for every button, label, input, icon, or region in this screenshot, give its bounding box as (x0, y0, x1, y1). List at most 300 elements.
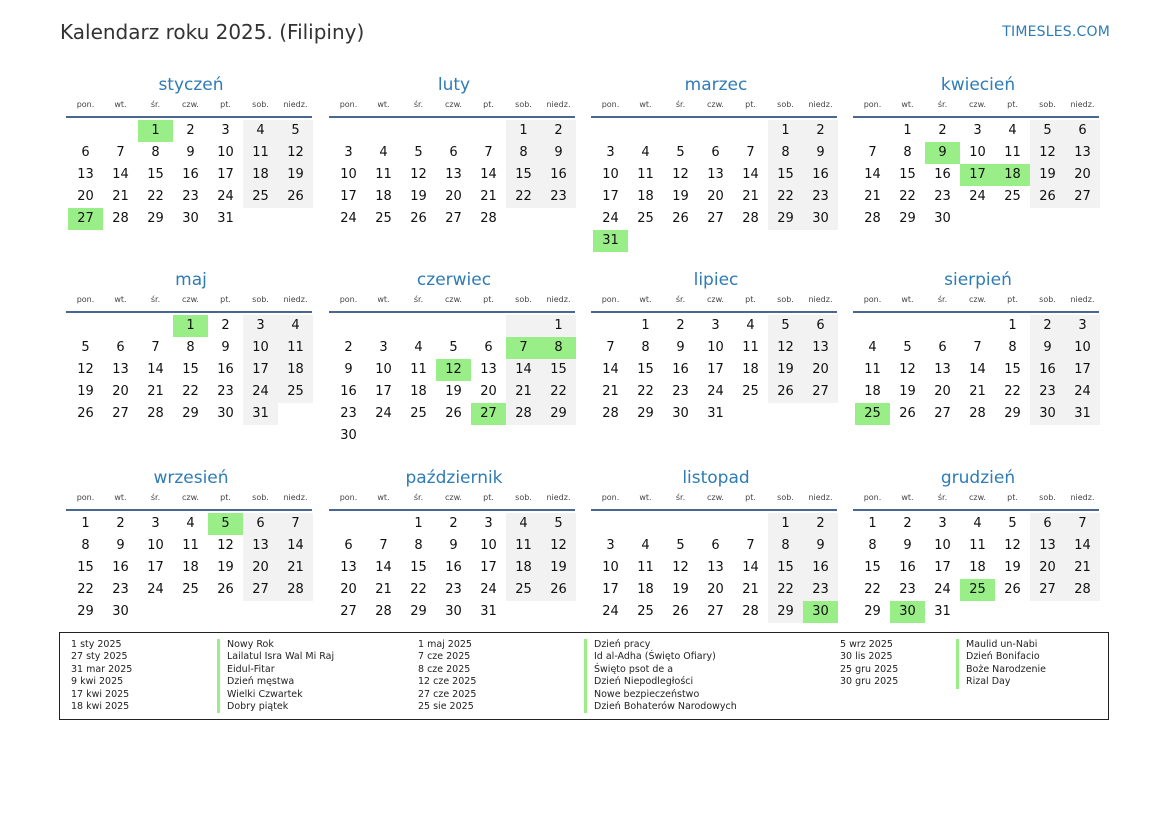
day-cell: 27 (112, 406, 129, 421)
day-cell: 21 (480, 189, 497, 204)
weekday-label: wt. (639, 493, 652, 502)
weekday-header (593, 293, 839, 311)
day-cell: 18 (969, 560, 986, 575)
day-cell: 13 (803, 337, 838, 359)
day-cell: 24 (1065, 381, 1100, 403)
day-cell: 11 (506, 535, 541, 557)
day-grid (593, 513, 839, 623)
day-cell: 18 (506, 557, 541, 579)
day-cell: 30 (340, 428, 357, 443)
legend-date: 1 maj 2025 (418, 639, 472, 650)
weekday-label: śr. (413, 493, 424, 502)
legend-holiday-name: Dzień męstwa (217, 676, 334, 688)
day-cell: 30 (217, 406, 234, 421)
day-cell: 1 (641, 318, 650, 333)
weekday-label: pt. (1007, 100, 1018, 109)
month-name: lipiec (693, 270, 739, 290)
day-cell: 1 (903, 123, 912, 138)
day-cell: 14 (742, 560, 759, 575)
day-cell: 28 (112, 211, 129, 226)
day-cell: 7 (746, 538, 755, 553)
day-cell: 4 (641, 145, 650, 160)
day-cell: 23 (803, 186, 838, 208)
day-cell: 24 (602, 604, 619, 619)
day-cell: 27 (707, 211, 724, 226)
day-cell: 15 (147, 167, 164, 182)
day-grid (68, 513, 314, 623)
weekday-label: pon. (339, 100, 358, 109)
day-cell: 3 (484, 516, 493, 531)
day-cell: 22 (147, 189, 164, 204)
day-cell: 31 (480, 604, 497, 619)
header-rule (329, 509, 575, 511)
day-cell: 23 (340, 406, 357, 421)
header-rule (853, 311, 1099, 313)
day-cell: 24 (602, 211, 619, 226)
day-grid (331, 513, 577, 623)
legend-dates-column (71, 639, 132, 713)
weekday-label: pon. (76, 100, 95, 109)
weekday-label: sob. (515, 295, 532, 304)
day-cell: 26 (410, 211, 427, 226)
day-cell: 17 (217, 167, 234, 182)
empty-cell (401, 120, 436, 142)
legend-holiday-name: Lailatul Isra Wal Mi Raj (217, 651, 334, 663)
month-name: marzec (684, 75, 748, 95)
day-cell: 6 (484, 340, 493, 355)
day-cell: 16 (803, 557, 838, 579)
weekday-label: wt. (901, 100, 914, 109)
holiday-day-cell: 5 (208, 513, 243, 535)
day-cell: 22 (410, 582, 427, 597)
legend-date: 7 cze 2025 (418, 651, 471, 663)
day-grid (855, 513, 1101, 623)
weekday-label: czw. (707, 100, 724, 109)
day-cell: 14 (1065, 535, 1100, 557)
header-rule (853, 116, 1099, 118)
empty-cell (366, 315, 401, 337)
day-cell: 14 (480, 167, 497, 182)
weekday-label: pon. (601, 295, 620, 304)
day-cell: 6 (938, 340, 947, 355)
weekday-label: śr. (413, 295, 424, 304)
day-cell: 10 (217, 145, 234, 160)
day-cell: 6 (81, 145, 90, 160)
day-cell: 4 (414, 340, 423, 355)
weekday-label: niedz. (808, 493, 833, 502)
month-calendar (331, 74, 577, 230)
day-cell: 30 (934, 211, 951, 226)
day-cell: 23 (803, 579, 838, 601)
weekday-label: niedz. (1070, 100, 1095, 109)
day-cell: 12 (768, 337, 803, 359)
day-cell: 20 (77, 189, 94, 204)
day-cell: 17 (934, 560, 951, 575)
legend-holiday-name: Id al-Adha (Święto Ofiary) (584, 651, 737, 663)
day-cell: 2 (186, 123, 195, 138)
day-cell: 20 (480, 384, 497, 399)
day-cell: 23 (541, 186, 576, 208)
day-grid (855, 120, 1101, 230)
day-cell: 29 (182, 406, 199, 421)
weekday-label: śr. (675, 493, 686, 502)
day-cell: 15 (77, 560, 94, 575)
day-cell: 8 (768, 535, 803, 557)
day-cell: 2 (116, 516, 125, 531)
day-cell: 25 (637, 211, 654, 226)
weekday-label: czw. (707, 493, 724, 502)
header-rule (853, 509, 1099, 511)
legend-holiday-name: Rizal Day (956, 676, 1046, 688)
month-calendar (68, 74, 314, 230)
day-cell: 19 (1004, 560, 1021, 575)
holiday-day-cell: 30 (890, 601, 925, 623)
day-cell: 12 (672, 167, 689, 182)
weekday-label: niedz. (283, 100, 308, 109)
legend-date: 18 kwi 2025 (71, 701, 130, 713)
weekday-label: śr. (937, 100, 948, 109)
day-cell: 11 (864, 362, 881, 377)
weekday-label: czw. (969, 100, 986, 109)
day-cell: 11 (410, 362, 427, 377)
day-cell: 11 (1004, 145, 1021, 160)
empty-cell (628, 120, 663, 142)
day-grid (68, 315, 314, 425)
weekday-header (593, 98, 839, 116)
day-cell: 20 (934, 384, 951, 399)
weekday-label: czw. (707, 295, 724, 304)
weekday-label: czw. (182, 100, 199, 109)
weekday-label: pon. (339, 493, 358, 502)
empty-cell (733, 120, 768, 142)
legend-date: 31 mar 2025 (71, 663, 133, 675)
legend-date: 5 wrz 2025 (840, 639, 893, 650)
day-cell: 12 (541, 535, 576, 557)
day-cell: 26 (1030, 186, 1065, 208)
legend-date: 9 kwi 2025 (71, 676, 124, 688)
day-cell: 11 (637, 167, 654, 182)
day-cell: 29 (147, 211, 164, 226)
day-cell: 22 (1004, 384, 1021, 399)
day-cell: 15 (506, 164, 541, 186)
weekday-label: wt. (377, 295, 390, 304)
weekday-label: śr. (937, 295, 948, 304)
weekday-label: czw. (969, 295, 986, 304)
weekday-header (68, 491, 314, 509)
day-cell: 13 (243, 535, 278, 557)
day-cell: 27 (1065, 186, 1100, 208)
month-calendar (68, 467, 314, 623)
day-cell: 6 (803, 315, 838, 337)
day-cell: 14 (506, 359, 541, 381)
empty-cell (506, 315, 541, 337)
holiday-day-cell: 9 (925, 142, 960, 164)
day-cell: 5 (541, 513, 576, 535)
day-cell: 4 (379, 145, 388, 160)
weekday-label: wt. (114, 100, 127, 109)
day-cell: 19 (899, 384, 916, 399)
empty-cell (68, 120, 103, 142)
weekday-header (68, 293, 314, 311)
day-cell: 24 (969, 189, 986, 204)
month-calendar (593, 269, 839, 425)
day-cell: 23 (899, 582, 916, 597)
empty-cell (890, 315, 925, 337)
day-cell: 26 (445, 406, 462, 421)
day-cell: 26 (1004, 582, 1021, 597)
legend-dates-column (418, 639, 476, 713)
weekday-label: pon. (601, 100, 620, 109)
day-cell: 20 (1030, 557, 1065, 579)
weekday-label: niedz. (283, 295, 308, 304)
day-cell: 7 (116, 145, 125, 160)
month-name: październik (405, 468, 503, 488)
day-cell: 9 (1030, 337, 1065, 359)
weekday-label: pt. (220, 295, 231, 304)
day-cell: 2 (676, 318, 685, 333)
empty-cell (401, 315, 436, 337)
day-cell: 13 (112, 362, 129, 377)
day-cell: 29 (864, 604, 881, 619)
day-cell: 25 (1004, 189, 1021, 204)
page-title: Kalendarz roku 2025. (Filipiny) (60, 20, 365, 44)
day-cell: 23 (112, 582, 129, 597)
weekday-label: czw. (182, 295, 199, 304)
day-cell: 1 (81, 516, 90, 531)
day-cell: 27 (707, 604, 724, 619)
day-cell: 21 (864, 189, 881, 204)
day-cell: 2 (449, 516, 458, 531)
holiday-day-cell: 8 (541, 337, 576, 359)
day-cell: 16 (934, 167, 951, 182)
empty-cell (663, 513, 698, 535)
month-calendar (331, 269, 577, 447)
day-cell: 16 (1030, 359, 1065, 381)
day-cell: 22 (506, 186, 541, 208)
day-grid (331, 120, 577, 230)
weekday-header (855, 293, 1101, 311)
header-rule (66, 509, 312, 511)
day-cell: 26 (672, 604, 689, 619)
weekday-label: śr. (675, 100, 686, 109)
month-calendar (593, 467, 839, 623)
header-rule (66, 116, 312, 118)
day-cell: 4 (1008, 123, 1017, 138)
day-cell: 6 (711, 145, 720, 160)
day-cell: 9 (541, 142, 576, 164)
weekday-label: wt. (377, 100, 390, 109)
day-cell: 17 (1065, 359, 1100, 381)
day-cell: 21 (1065, 557, 1100, 579)
day-cell: 4 (243, 120, 278, 142)
day-cell: 28 (1065, 579, 1100, 601)
day-cell: 19 (672, 189, 689, 204)
day-cell: 15 (410, 560, 427, 575)
day-cell: 12 (1004, 538, 1021, 553)
day-cell: 8 (1008, 340, 1017, 355)
legend-holiday-name: Maulid un-Nabi (956, 639, 1046, 651)
day-cell: 17 (147, 560, 164, 575)
day-cell: 10 (934, 538, 951, 553)
day-cell: 6 (243, 513, 278, 535)
empty-cell (925, 315, 960, 337)
day-cell: 30 (672, 406, 689, 421)
day-cell: 14 (742, 167, 759, 182)
day-cell: 12 (410, 167, 427, 182)
day-cell: 26 (278, 186, 313, 208)
day-cell: 4 (746, 318, 755, 333)
day-cell: 18 (637, 582, 654, 597)
day-cell: 30 (112, 604, 129, 619)
holiday-day-cell: 1 (138, 120, 173, 142)
weekday-label: sob. (252, 100, 269, 109)
weekday-label: sob. (515, 100, 532, 109)
day-cell: 28 (742, 211, 759, 226)
day-cell: 7 (868, 145, 877, 160)
legend-date: 30 lis 2025 (840, 651, 893, 663)
day-cell: 2 (221, 318, 230, 333)
weekday-label: pon. (863, 493, 882, 502)
day-cell: 26 (541, 579, 576, 601)
day-cell: 18 (742, 362, 759, 377)
day-cell: 14 (112, 167, 129, 182)
weekday-label: czw. (445, 493, 462, 502)
weekday-label: śr. (675, 295, 686, 304)
legend-holiday-name: Nowy Rok (217, 639, 334, 651)
empty-cell (855, 120, 890, 142)
day-cell: 9 (186, 145, 195, 160)
weekday-label: śr. (150, 493, 161, 502)
empty-cell (593, 513, 628, 535)
day-cell: 31 (1065, 403, 1100, 425)
day-cell: 8 (506, 142, 541, 164)
day-cell: 15 (768, 557, 803, 579)
day-cell: 22 (768, 186, 803, 208)
weekday-label: pon. (339, 295, 358, 304)
day-cell: 6 (449, 145, 458, 160)
day-cell: 21 (602, 384, 619, 399)
weekday-label: czw. (969, 493, 986, 502)
legend-holiday-name: Dzień pracy (584, 639, 737, 651)
day-cell: 16 (217, 362, 234, 377)
weekday-label: wt. (639, 295, 652, 304)
day-cell: 24 (480, 582, 497, 597)
day-cell: 13 (1030, 535, 1065, 557)
empty-cell (103, 315, 138, 337)
day-cell: 28 (506, 403, 541, 425)
empty-cell (855, 315, 890, 337)
day-cell: 26 (899, 406, 916, 421)
day-cell: 25 (182, 582, 199, 597)
weekday-header (331, 491, 577, 509)
day-grid (855, 315, 1101, 425)
day-cell: 27 (445, 211, 462, 226)
day-cell: 3 (151, 516, 160, 531)
weekday-label: pt. (220, 493, 231, 502)
empty-cell (471, 315, 506, 337)
day-cell: 5 (903, 340, 912, 355)
day-cell: 19 (768, 359, 803, 381)
holiday-day-cell: 12 (436, 359, 471, 381)
site-link[interactable]: TIMESLES.COM (1002, 24, 1110, 40)
weekday-label: niedz. (283, 493, 308, 502)
day-grid (593, 120, 839, 252)
empty-cell (68, 315, 103, 337)
weekday-label: czw. (445, 100, 462, 109)
weekday-label: wt. (901, 295, 914, 304)
day-cell: 5 (414, 145, 423, 160)
day-cell: 29 (410, 604, 427, 619)
day-cell: 1 (541, 315, 576, 337)
weekday-header (855, 98, 1101, 116)
weekday-label: niedz. (808, 295, 833, 304)
legend-holiday-name: Święto psot de a (584, 664, 737, 676)
day-cell: 1 (768, 120, 803, 142)
day-cell: 2 (1030, 315, 1065, 337)
weekday-label: pon. (76, 295, 95, 304)
day-cell: 11 (637, 560, 654, 575)
day-cell: 3 (344, 145, 353, 160)
day-cell: 16 (112, 560, 129, 575)
day-cell: 19 (217, 560, 234, 575)
day-cell: 20 (707, 189, 724, 204)
weekday-label: niedz. (1070, 493, 1095, 502)
day-cell: 25 (375, 211, 392, 226)
weekday-header (331, 293, 577, 311)
day-cell: 10 (480, 538, 497, 553)
legend-holiday-name: Boże Narodzenie (956, 664, 1046, 676)
day-cell: 22 (637, 384, 654, 399)
day-cell: 13 (707, 167, 724, 182)
weekday-label: niedz. (1070, 295, 1095, 304)
weekday-label: sob. (777, 100, 794, 109)
day-cell: 27 (243, 579, 278, 601)
weekday-header (593, 491, 839, 509)
day-cell: 18 (864, 384, 881, 399)
day-cell: 28 (864, 211, 881, 226)
day-cell: 8 (186, 340, 195, 355)
weekday-label: pt. (1007, 493, 1018, 502)
day-cell: 14 (375, 560, 392, 575)
day-cell: 28 (742, 604, 759, 619)
day-cell: 18 (278, 359, 313, 381)
weekday-label: sob. (1039, 100, 1056, 109)
day-cell: 1 (868, 516, 877, 531)
day-cell: 12 (899, 362, 916, 377)
day-cell: 9 (116, 538, 125, 553)
day-cell: 2 (803, 120, 838, 142)
day-cell: 13 (445, 167, 462, 182)
weekday-label: sob. (1039, 493, 1056, 502)
legend-dates-column (840, 639, 898, 689)
day-grid (331, 315, 577, 447)
legend-holiday-name: Nowe bezpieczeństwo (584, 689, 737, 701)
day-cell: 9 (221, 340, 230, 355)
day-cell: 5 (278, 120, 313, 142)
day-cell: 26 (672, 211, 689, 226)
day-cell: 15 (899, 167, 916, 182)
day-cell: 17 (602, 582, 619, 597)
month-calendar (855, 74, 1101, 230)
day-cell: 3 (606, 145, 615, 160)
legend-names-column (217, 639, 334, 713)
day-cell: 3 (938, 516, 947, 531)
empty-cell (698, 513, 733, 535)
day-cell: 19 (278, 164, 313, 186)
day-cell: 20 (707, 582, 724, 597)
header-rule (591, 116, 837, 118)
day-cell: 3 (606, 538, 615, 553)
